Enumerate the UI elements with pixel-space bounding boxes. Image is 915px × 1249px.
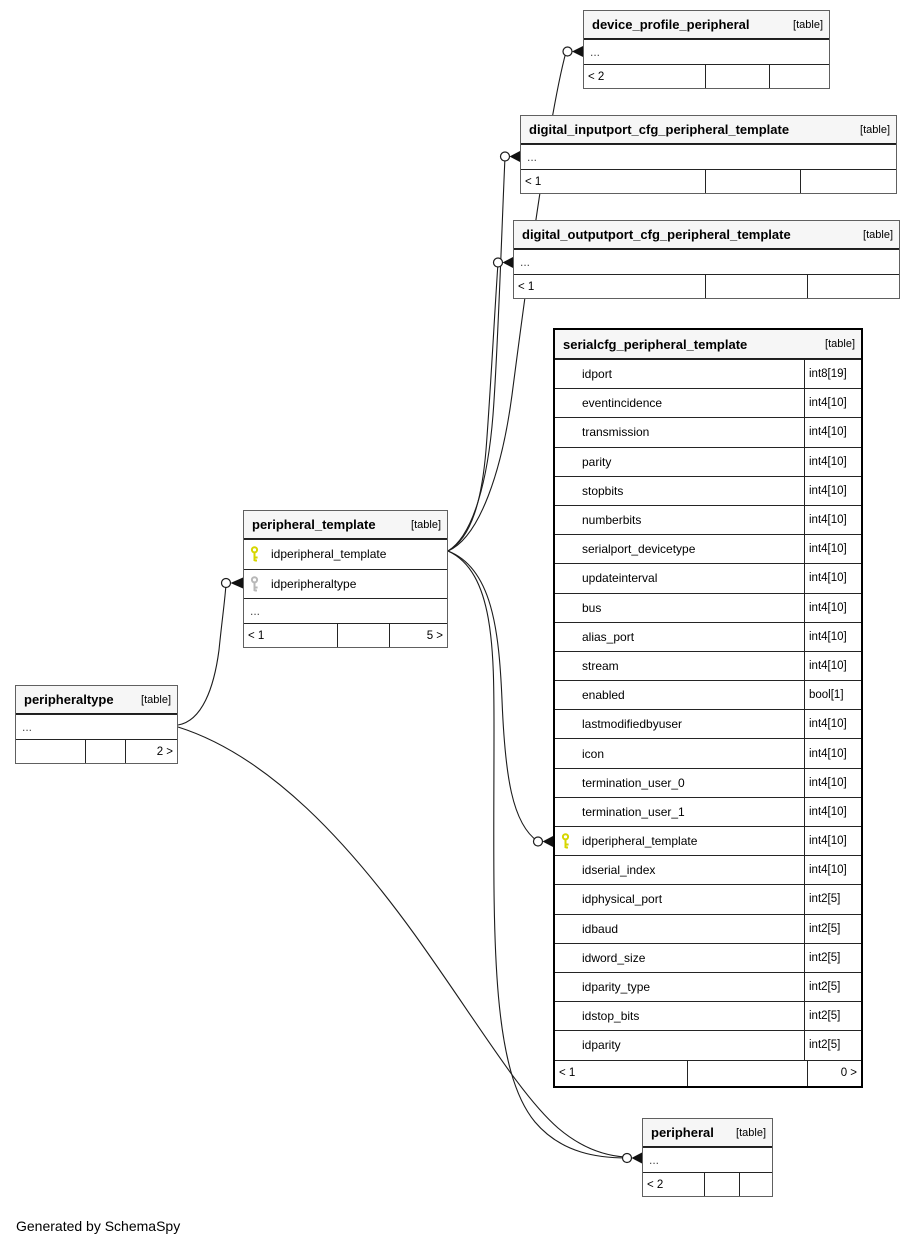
table-title[interactable]: digital_outputport_cfg_peripheral_template: [522, 227, 791, 242]
column-name: idperipheral_template: [271, 547, 387, 562]
column-name: idphysical_port: [582, 892, 663, 907]
column-row-termination_user_0: [555, 768, 861, 797]
more-columns-ellipsis: ...: [521, 144, 896, 169]
key-slot: [555, 506, 582, 534]
column-row-icon: [555, 738, 861, 767]
column-name: termination_user_1: [582, 804, 685, 819]
key-slot: [555, 915, 582, 943]
key-slot: [555, 418, 582, 446]
table-footer: [521, 169, 896, 193]
column-type: int4[10]: [804, 418, 861, 446]
column-type: int4[10]: [804, 477, 861, 505]
column-type: int4[10]: [804, 389, 861, 417]
column-name: icon: [582, 746, 605, 761]
crowfoot-marker: [543, 836, 554, 847]
column-row-updateinterval: [555, 563, 861, 592]
column-type: int2[5]: [804, 1031, 861, 1059]
column-row-idperipheraltype: [244, 569, 447, 599]
key-slot: [555, 739, 582, 767]
zero-cardinality-marker: [623, 1154, 632, 1163]
footer-cell: [807, 275, 899, 298]
crowfoot-marker: [572, 46, 583, 57]
relationship-line-peripheral_template-to-digital_outputport_cfg_peripheral_template: [448, 263, 498, 551]
table-device_profile_peripheral[interactable]: [583, 10, 830, 89]
key-slot: [555, 798, 582, 826]
table-serialcfg_peripheral_template[interactable]: [553, 328, 863, 1088]
column-row-alias_port: [555, 622, 861, 651]
column-type: int2[5]: [804, 973, 861, 1001]
table-type-tag: [table]: [863, 228, 893, 241]
crowfoot-marker: [510, 151, 521, 162]
column-type: int4[10]: [804, 827, 861, 855]
column-type: int4[10]: [804, 652, 861, 680]
table-title[interactable]: peripheraltype: [24, 692, 114, 707]
key-slot: [555, 360, 582, 388]
key-slot: [555, 827, 582, 855]
column-row-parity: [555, 447, 861, 476]
footer-cell: [739, 1173, 772, 1196]
column-name: idparity: [582, 1038, 621, 1053]
column-row-idstop_bits: [555, 1001, 861, 1030]
key-slot: [555, 448, 582, 476]
table-footer: [643, 1172, 772, 1196]
footer-cell: < 2: [588, 70, 605, 83]
column-name: transmission: [582, 425, 650, 440]
column-type: int2[5]: [804, 1002, 861, 1030]
column-row-idphysical_port: [555, 884, 861, 913]
column-type: int4[10]: [804, 769, 861, 797]
table-type-tag: [table]: [736, 1126, 766, 1139]
crowfoot-marker: [503, 257, 514, 268]
foreign-key-icon: [249, 576, 260, 592]
column-type: int4[10]: [804, 623, 861, 651]
column-name: termination_user_0: [582, 775, 685, 790]
table-header: [643, 1119, 772, 1147]
table-digital_inputport_cfg_peripheral_template[interactable]: [520, 115, 897, 194]
column-type: int2[5]: [804, 915, 861, 943]
table-type-tag: [table]: [793, 18, 823, 31]
table-title[interactable]: digital_inputport_cfg_peripheral_template: [529, 122, 790, 137]
key-slot: [555, 973, 582, 1001]
column-name: parity: [582, 454, 612, 469]
column-row-idparity: [555, 1030, 861, 1059]
footer-cell: < 2: [647, 1178, 664, 1191]
column-type: int4[10]: [804, 594, 861, 622]
table-title[interactable]: peripheral: [651, 1125, 714, 1140]
footer-cell: < 1: [518, 280, 535, 293]
footer-cell: 5 >: [389, 624, 447, 647]
key-slot: [555, 710, 582, 738]
column-row-numberbits: [555, 505, 861, 534]
column-type: bool[1]: [804, 681, 861, 709]
footer-cell: < 1: [559, 1067, 576, 1079]
footer-cell: [769, 65, 829, 88]
footer-cell: [704, 1173, 739, 1196]
column-type: int8[19]: [804, 360, 861, 388]
table-title[interactable]: device_profile_peripheral: [592, 17, 750, 32]
key-slot: [555, 856, 582, 884]
table-title[interactable]: peripheral_template: [252, 517, 376, 532]
column-name: idparity_type: [582, 980, 651, 995]
table-peripheraltype[interactable]: [15, 685, 178, 764]
key-slot: [555, 681, 582, 709]
column-name: serialport_devicetype: [582, 542, 696, 557]
footer-cell: [16, 740, 85, 763]
key-slot: [555, 1002, 582, 1030]
zero-cardinality-marker: [494, 258, 503, 267]
more-columns-ellipsis: ...: [244, 598, 447, 623]
table-footer: [514, 274, 899, 298]
column-name: idperipheraltype: [271, 576, 357, 591]
column-row-stopbits: [555, 476, 861, 505]
footer-cell: < 1: [248, 629, 265, 642]
key-slot: [244, 570, 271, 599]
key-slot: [555, 769, 582, 797]
column-row-bus: [555, 593, 861, 622]
column-name: enabled: [582, 688, 625, 703]
table-footer: [584, 64, 829, 88]
zero-cardinality-marker: [222, 579, 231, 588]
column-name: updateinterval: [582, 571, 658, 586]
column-row-idbaud: [555, 914, 861, 943]
column-row-idport: [555, 359, 861, 388]
table-title[interactable]: serialcfg_peripheral_template: [563, 336, 748, 352]
table-footer: [555, 1060, 861, 1086]
column-name: idbaud: [582, 921, 619, 936]
key-slot: [555, 594, 582, 622]
column-row-idserial_index: [555, 855, 861, 884]
column-type: int2[5]: [804, 885, 861, 913]
crowfoot-marker: [632, 1153, 643, 1164]
column-row-idparity_type: [555, 972, 861, 1001]
table-digital_outputport_cfg_peripheral_template[interactable]: [513, 220, 900, 299]
relationship-line-peripheral_template-to-serialcfg_peripheral_template.idperipheral_template: [448, 551, 538, 842]
key-slot: [555, 944, 582, 972]
column-type: int4[10]: [804, 856, 861, 884]
column-name: numberbits: [582, 513, 642, 528]
table-peripheral_template[interactable]: [243, 510, 448, 648]
footer-cell: 0 >: [807, 1061, 861, 1086]
key-slot: [555, 535, 582, 563]
zero-cardinality-marker: [563, 47, 572, 56]
column-type: int4[10]: [804, 506, 861, 534]
zero-cardinality-marker: [534, 837, 543, 846]
column-name: idport: [582, 367, 613, 382]
column-name: stopbits: [582, 483, 624, 498]
generated-by-note: Generated by SchemaSpy: [16, 1218, 181, 1234]
crowfoot-marker: [231, 578, 244, 589]
footer-cell: [705, 65, 769, 88]
footer-cell: [337, 624, 389, 647]
column-row-stream: [555, 651, 861, 680]
column-row-idperipheral_template: [555, 826, 861, 855]
table-footer: [244, 623, 447, 647]
table-peripheral[interactable]: [642, 1118, 773, 1197]
table-type-tag: [table]: [411, 518, 441, 531]
footer-cell: [705, 275, 807, 298]
column-name: bus: [582, 600, 602, 615]
primary-key-icon: [560, 833, 571, 849]
key-slot: [555, 885, 582, 913]
key-slot: [555, 1031, 582, 1059]
table-header: [16, 686, 177, 714]
column-name: idword_size: [582, 950, 646, 965]
column-type: int4[10]: [804, 535, 861, 563]
column-row-transmission: [555, 417, 861, 446]
key-slot: [555, 623, 582, 651]
column-type: int2[5]: [804, 944, 861, 972]
footer-cell: [85, 740, 125, 763]
column-row-idperipheral_template: [244, 539, 447, 569]
key-slot: [555, 477, 582, 505]
column-name: idserial_index: [582, 863, 656, 878]
footer-cell: [705, 170, 800, 193]
column-name: lastmodifiedbyuser: [582, 717, 683, 732]
column-type: int4[10]: [804, 564, 861, 592]
more-columns-ellipsis: ...: [643, 1147, 772, 1172]
key-slot: [555, 652, 582, 680]
column-type: int4[10]: [804, 739, 861, 767]
more-columns-ellipsis: ...: [514, 249, 899, 274]
key-slot: [555, 564, 582, 592]
column-name: idstop_bits: [582, 1009, 640, 1024]
primary-key-icon: [249, 546, 260, 562]
footer-cell: [687, 1061, 807, 1086]
zero-cardinality-marker: [501, 152, 510, 161]
table-type-tag: [table]: [141, 693, 171, 706]
relationship-line-peripheraltype-to-peripheral_template.idperipheraltype: [178, 584, 226, 725]
footer-cell: [800, 170, 896, 193]
footer-cell: < 1: [525, 175, 542, 188]
footer-cell: 2 >: [125, 740, 177, 763]
column-type: int4[10]: [804, 448, 861, 476]
key-slot: [244, 540, 271, 569]
column-type: int4[10]: [804, 798, 861, 826]
table-header: [514, 221, 899, 249]
column-name: alias_port: [582, 629, 635, 644]
column-name: eventincidence: [582, 396, 663, 411]
column-type: int4[10]: [804, 710, 861, 738]
table-footer: [16, 739, 177, 763]
key-slot: [555, 389, 582, 417]
column-name: stream: [582, 658, 619, 673]
column-row-lastmodifiedbyuser: [555, 709, 861, 738]
more-columns-ellipsis: ...: [584, 39, 829, 64]
column-row-termination_user_1: [555, 797, 861, 826]
column-row-idword_size: [555, 943, 861, 972]
table-type-tag: [table]: [860, 123, 890, 136]
column-row-enabled: [555, 680, 861, 709]
table-type-tag: [table]: [825, 338, 855, 350]
table-header: [521, 116, 896, 144]
table-header: [555, 330, 861, 359]
relationship-line-peripheral_template-to-digital_inputport_cfg_peripheral_template: [448, 157, 505, 551]
table-header: [584, 11, 829, 39]
more-columns-ellipsis: ...: [16, 714, 177, 739]
column-row-serialport_devicetype: [555, 534, 861, 563]
column-row-eventincidence: [555, 388, 861, 417]
column-name: idperipheral_template: [582, 834, 698, 849]
table-header: [244, 511, 447, 539]
